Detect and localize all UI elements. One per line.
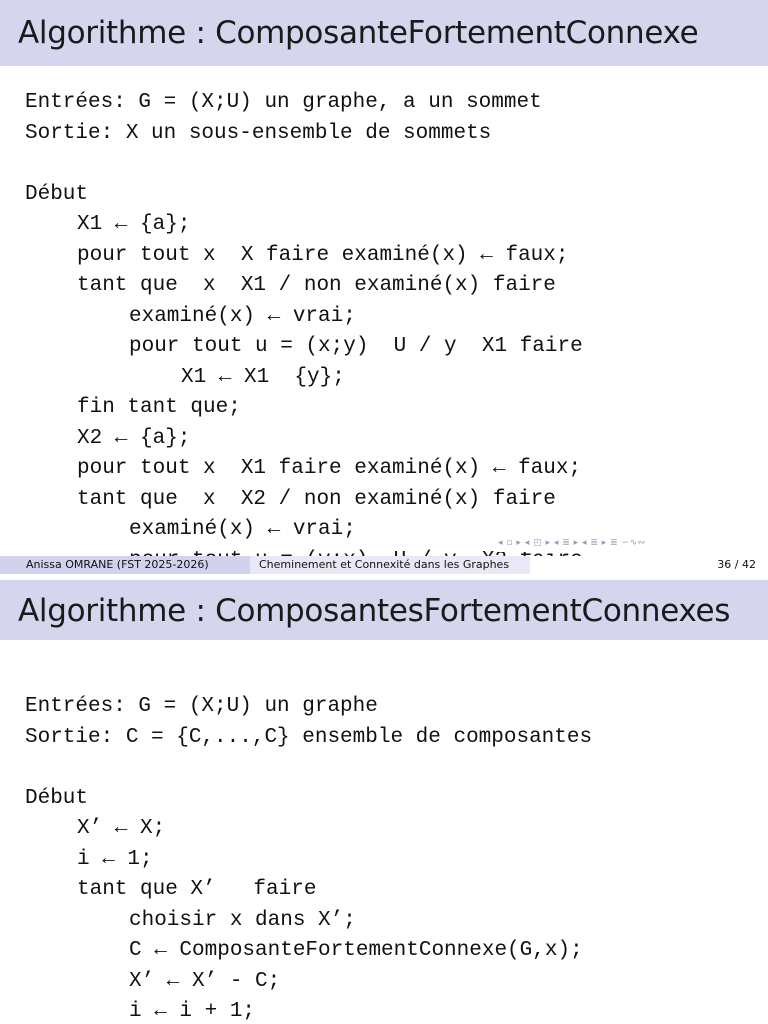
code-line: C ← ComposanteFortementConnexe(G,x); xyxy=(129,939,583,962)
code-line: i ← i + 1; xyxy=(129,1000,256,1023)
code-line: tant que x X1 / non examiné(x) faire xyxy=(77,274,556,297)
code-line: Entrées: G = (X;U) un graphe xyxy=(25,695,378,718)
code-line: X1 ← {a}; xyxy=(77,213,191,236)
code-line: X2 ← {a}; xyxy=(77,426,191,450)
slide-title: Algorithme : ComposantesFortementConnexes xyxy=(18,593,731,629)
code-line: Début xyxy=(25,182,89,206)
title-bar xyxy=(0,580,768,640)
slide-37 xyxy=(0,580,768,1024)
code-line: examiné(x) ← vrai; xyxy=(129,304,356,328)
code-line: i ← 1; xyxy=(77,847,153,871)
code-line: tant que x X2 / non examiné(x) faire xyxy=(77,487,556,511)
code-line: Sortie: X un sous-ensemble de sommets xyxy=(25,121,492,145)
code-line: pour tout x X faire examiné(x) ← faux; xyxy=(77,243,569,267)
code-line xyxy=(25,753,592,784)
code-line: pour tout u = (x;y) U / y X1 faire xyxy=(129,335,583,358)
code-line: tant que X’ faire xyxy=(77,878,317,901)
code-line: examiné(x) ← vrai; xyxy=(129,518,356,541)
code-line: X1 ← X1 {y}; xyxy=(181,365,345,389)
code-line: fin tant que; xyxy=(77,396,241,419)
footer-author: Anissa OMRANE (FST 2025-2026) xyxy=(0,556,250,574)
code-line: Entrées: G = (X;U) un graphe, a un sommet xyxy=(25,91,542,114)
code-line: Sortie: C = {C,...,C} ensemble de composantes xyxy=(25,725,593,749)
algorithm-code xyxy=(25,88,583,576)
code-line xyxy=(25,149,583,180)
title-bar xyxy=(0,0,768,66)
code-line: pour tout x X1 faire examiné(x) ← faux; xyxy=(77,457,582,480)
footer-page-number: 36 / 42 xyxy=(530,556,768,574)
slide-footer xyxy=(0,556,768,578)
code-line: X’ ← X; xyxy=(77,817,166,840)
code-line: X’ ← X’ - C; xyxy=(129,969,281,993)
code-line: choisir x dans X’; xyxy=(129,908,356,932)
code-line: Début xyxy=(25,786,89,810)
slide-title: Algorithme : ComposanteFortementConnexe xyxy=(18,15,699,51)
footer-course-title: Cheminement et Connexité dans les Graphes xyxy=(250,556,530,574)
beamer-navigation-icons[interactable]: ◂ ▫ ▸ ◂ ◰ ▸ ◂ ≣ ▸ ◂ ≣ ▸ ≣ ∽∿∾ xyxy=(498,538,762,552)
algorithm-code xyxy=(25,692,592,1024)
